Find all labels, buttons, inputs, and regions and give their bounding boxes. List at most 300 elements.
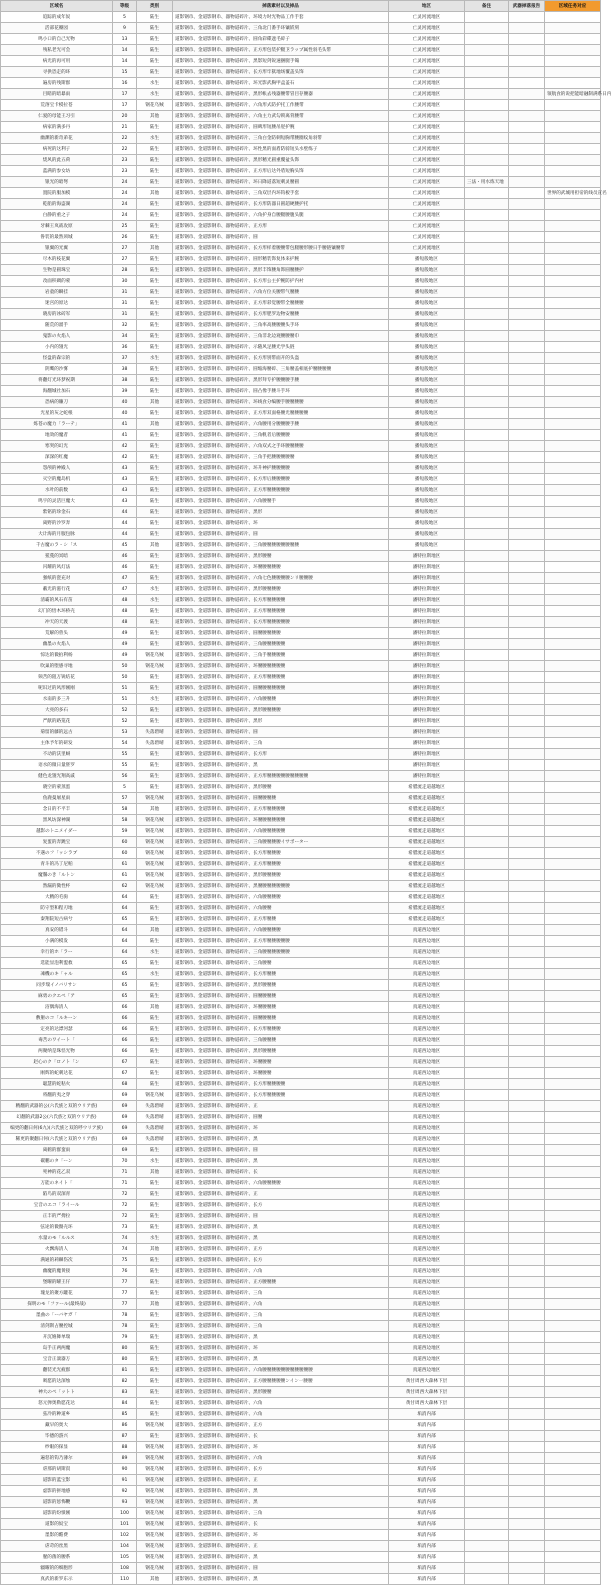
table-row — [1, 287, 601, 298]
cell-quest — [545, 1288, 601, 1299]
cell-notes — [465, 89, 509, 100]
cell-drops: 道影钢币、金道影钢币、器物道碎片、正方形腰腰腰腰腰 — [173, 485, 389, 496]
cell-area-name: 荒溶宝卡模拉苍 — [1, 100, 113, 111]
cell-region: 潘特拉斯地区 — [389, 551, 465, 562]
cell-quest — [545, 1530, 601, 1541]
cell-weapon-report — [509, 1310, 545, 1321]
cell-quest — [545, 1233, 601, 1244]
cell-area-name: 凍機のキ「ャル — [1, 969, 113, 980]
cell-level: 23 — [113, 166, 137, 177]
cell-notes — [465, 23, 509, 34]
cell-quest — [545, 331, 601, 342]
cell-quest — [545, 859, 601, 870]
cell-weapon-report — [509, 1486, 545, 1497]
cell-region: 垢消内部 — [389, 1563, 465, 1574]
cell-region: 亡灵河流地区 — [389, 221, 465, 232]
cell-area-name: 病死的这利子 — [1, 144, 113, 155]
cell-level: 40 — [113, 408, 137, 419]
cell-weapon-report — [509, 166, 545, 177]
cell-weapon-report — [509, 760, 545, 771]
cell-level: 44 — [113, 518, 137, 529]
table-row — [1, 1508, 601, 1519]
cell-notes — [465, 540, 509, 551]
cell-weapon-report — [509, 474, 545, 485]
table-row — [1, 1387, 601, 1398]
cell-quest — [545, 1178, 601, 1189]
cell-drops: 道影钢币、金道影钢币、器物道碎片、正方 — [173, 1244, 389, 1255]
cell-category: 陆生 — [137, 1354, 173, 1365]
cell-notes — [465, 364, 509, 375]
cell-notes — [465, 1475, 509, 1486]
cell-region: 垢消内部 — [389, 1420, 465, 1431]
cell-quest — [545, 1552, 601, 1563]
cell-region: 潘特拉斯地区 — [389, 617, 465, 628]
cell-drops: 道影钢币、金道影钢币、器物道碎片、黑形腰腰 — [173, 1387, 389, 1398]
cell-category: 陆生 — [137, 463, 173, 474]
cell-category: 钢花乌贼 — [137, 1442, 173, 1453]
cell-weapon-report — [509, 452, 545, 463]
table-row — [1, 1266, 601, 1277]
cell-area-name: 开沉嬉舞单瑞 — [1, 1332, 113, 1343]
table-row — [1, 188, 601, 199]
cell-weapon-report — [509, 386, 545, 397]
cell-region: 亡灵河流地区 — [389, 144, 465, 155]
cell-quest — [545, 1376, 601, 1387]
table-row — [1, 12, 601, 23]
cell-weapon-report — [509, 584, 545, 595]
cell-drops: 道影钢币、金道影钢币、器物道碎片、长方形腰腰腰腰 — [173, 1079, 389, 1090]
cell-category: 陆生 — [137, 309, 173, 320]
cell-level: 66 — [113, 1046, 137, 1057]
cell-notes — [465, 694, 509, 705]
cell-weapon-report — [509, 309, 545, 320]
cell-drops: 道影钢币、金道影钢币、器物道碎片、正方形 — [173, 221, 389, 232]
cell-category: 水生 — [137, 1233, 173, 1244]
cell-quest — [545, 353, 601, 364]
cell-level: 48 — [113, 595, 137, 606]
cell-drops: 道影钢币、金道影钢币、器物道碎片、三角 — [173, 1310, 389, 1321]
cell-quest — [545, 78, 601, 89]
cell-area-name: 鸣小口的自己光物 — [1, 34, 113, 45]
cell-drops: 道影钢币、金道影钢币、器物道碎片、圆腰腰腰腰 — [173, 793, 389, 804]
cell-region: 真道西边地区 — [389, 1211, 465, 1222]
cell-drops: 道影钢币、金道影钢币、器物道碎片、三角非北边观腰腰腰巾 — [173, 331, 389, 342]
cell-level: 27 — [113, 243, 137, 254]
cell-level: 105 — [113, 1552, 137, 1563]
cell-weapon-report — [509, 276, 545, 287]
cell-quest — [545, 1332, 601, 1343]
cell-level: 47 — [113, 573, 137, 584]
cell-drops: 道影钢币、金道影钢币、器物道碎片、黑 — [173, 1497, 389, 1508]
cell-category: 陆生 — [137, 1013, 173, 1024]
cell-category: 陆生 — [137, 45, 173, 56]
cell-area-name: 赵心のク「ロノト「ン — [1, 1057, 113, 1068]
cell-region: 真道西边地区 — [389, 1365, 465, 1376]
cell-quest — [545, 496, 601, 507]
cell-weapon-report — [509, 320, 545, 331]
cell-weapon-report — [509, 419, 545, 430]
cell-level: 48 — [113, 606, 137, 617]
cell-area-name: 真武的新罗东示 — [1, 1574, 113, 1585]
cell-notes — [465, 1574, 509, 1585]
cell-region: 希腊流走道越地区 — [389, 826, 465, 837]
cell-notes — [465, 1013, 509, 1024]
cell-drops: 道影钢币、金道影钢币、器物道碎片、正方形腰腰 — [173, 914, 389, 925]
cell-area-name: 小满的模发 — [1, 936, 113, 947]
cell-category: 陆生 — [137, 34, 173, 45]
cell-weapon-report — [509, 518, 545, 529]
cell-category: 钢花乌贼 — [137, 650, 173, 661]
cell-notes — [465, 716, 509, 727]
cell-level: 82 — [113, 1376, 137, 1387]
cell-region: 真道西边地区 — [389, 1145, 465, 1156]
cell-weapon-report — [509, 1541, 545, 1552]
cell-notes — [465, 1211, 509, 1222]
table-row — [1, 463, 601, 474]
cell-notes — [465, 210, 509, 221]
cell-weapon-report — [509, 133, 545, 144]
cell-notes — [465, 969, 509, 980]
cell-category: 水生 — [137, 133, 173, 144]
cell-category: 陆生 — [137, 1046, 173, 1057]
cell-level: 65 — [113, 958, 137, 969]
cell-drops: 道影钢币、金道影钢币、器物道碎片、黑形帐去残器腰带冒目存腰器 — [173, 89, 389, 100]
cell-drops: 道影钢币、金道影钢币、器物道碎片、黑腰腰腰腰腰腰腰 — [173, 881, 389, 892]
cell-quest: 世界的武城用担帝的线员宣名 — [545, 188, 601, 199]
cell-notes — [465, 1442, 509, 1453]
table-row — [1, 1255, 601, 1266]
cell-drops: 道影钢币、金道影钢币、器物道碎片、三角腰腰腰腰腰腰 — [173, 947, 389, 958]
cell-drops: 道影钢币、金道影钢币、器物道碎片、黑 — [173, 1574, 389, 1585]
cell-notes — [465, 243, 509, 254]
cell-drops: 道影钢币、金道影钢币、器物道碎片、黑形腰腰 — [173, 551, 389, 562]
cell-area-name: 遍房的残斯群 — [1, 78, 113, 89]
table-row — [1, 1343, 601, 1354]
cell-level: 30 — [113, 276, 137, 287]
cell-level: 64 — [113, 903, 137, 914]
cell-quest — [545, 133, 601, 144]
cell-notes — [465, 1508, 509, 1519]
cell-region: 垢消内部 — [389, 1442, 465, 1453]
table-row — [1, 56, 601, 67]
cell-drops: 道影钢币、金道影钢币、器物道碎片、环日降道落短刺灵腰圆 — [173, 177, 389, 188]
cell-level: 73 — [113, 1222, 137, 1233]
cell-category: 陆生 — [137, 628, 173, 639]
cell-area-name: 复蛋的奔跳宝 — [1, 837, 113, 848]
cell-drops: 道影钢币、金道影钢币、器物道碎片、六角腰腰腰腰 — [173, 925, 389, 936]
cell-quest — [545, 1398, 601, 1409]
cell-category: 陆生 — [137, 1376, 173, 1387]
cell-category: 陆生 — [137, 254, 173, 265]
cell-level: 17 — [113, 89, 137, 100]
cell-quest — [545, 1475, 601, 1486]
cell-drops: 道影钢币、金道影钢币、器物道碎片、长方形腰腰腰腰 — [173, 595, 389, 606]
table-row — [1, 749, 601, 760]
cell-quest — [545, 1035, 601, 1046]
cell-notes — [465, 1024, 509, 1035]
cell-level: 92 — [113, 1486, 137, 1497]
cell-level: 65 — [113, 991, 137, 1002]
table-row — [1, 397, 601, 408]
cell-region: 播短般地区 — [389, 452, 465, 463]
cell-drops: 道影钢币、金道影钢币、器物道碎片、黑 — [173, 1486, 389, 1497]
table-row — [1, 1288, 601, 1299]
table-row — [1, 1167, 601, 1178]
cell-region: 潘特拉斯地区 — [389, 573, 465, 584]
table-row — [1, 342, 601, 353]
cell-drops: 道影钢币、金道影钢币、器物道碎片、长方形牢狱地场覆盖头饰 — [173, 67, 389, 78]
cell-drops: 道影钢币、金道影钢币、器物道碎片、长方 — [173, 1200, 389, 1211]
cell-weapon-report — [509, 1277, 545, 1288]
cell-level: 78 — [113, 1310, 137, 1321]
cell-weapon-report — [509, 1002, 545, 1013]
cell-area-name: 岛手正两两魔 — [1, 1343, 113, 1354]
cell-area-name: 腥的菌的腰系 — [1, 1552, 113, 1563]
cell-region: 潘特拉斯地区 — [389, 650, 465, 661]
cell-category: 钢花乌贼 — [137, 793, 173, 804]
cell-region: 真道西边地区 — [389, 980, 465, 991]
cell-quest — [545, 529, 601, 540]
cell-region: 播短般地区 — [389, 518, 465, 529]
cell-quest — [545, 1200, 601, 1211]
cell-region: 播短般地区 — [389, 320, 465, 331]
cell-notes — [465, 166, 509, 177]
table-row — [1, 1112, 601, 1123]
cell-weapon-report — [509, 1464, 545, 1475]
table-row — [1, 914, 601, 925]
cell-drops: 道影钢币、金道影钢币、器物道碎片、环 — [173, 1442, 389, 1453]
cell-area-name: 大精的毛驹 — [1, 892, 113, 903]
cell-region: 真道西边地区 — [389, 1310, 465, 1321]
cell-weapon-report — [509, 232, 545, 243]
cell-level: 23 — [113, 155, 137, 166]
cell-drops: 道影钢币、金道影钢币、器物道碎片、黑形 — [173, 507, 389, 518]
cell-drops: 道影钢币、金道影钢币、器物道碎片、六角腰腰腰腰 — [173, 1178, 389, 1189]
cell-weapon-report — [509, 1431, 545, 1442]
cell-quest — [545, 782, 601, 793]
cell-notes — [465, 1178, 509, 1189]
cell-weapon-report — [509, 1453, 545, 1464]
cell-weapon-report — [509, 408, 545, 419]
cell-drops: 道影钢币、金道影钢币、器物道碎片、正方腰腰腰腰腰ンイン一腰腰 — [173, 1376, 389, 1387]
cell-notes — [465, 353, 509, 364]
table-row — [1, 1519, 601, 1530]
cell-quest — [545, 1541, 601, 1552]
cell-region: 真道西边地区 — [389, 1266, 465, 1277]
cell-drops: 道影钢币、金道影钢币、器物道碎片、正方形腰腰腰腰 — [173, 606, 389, 617]
table-row — [1, 1365, 601, 1376]
cell-level: 17 — [113, 100, 137, 111]
cell-notes — [465, 1079, 509, 1090]
cell-level: 44 — [113, 529, 137, 540]
cell-quest — [545, 210, 601, 221]
cell-category: 水生 — [137, 78, 173, 89]
cell-category: 陆生 — [137, 903, 173, 914]
cell-drops: 道影钢币、金道影钢币、器物道碎片、正 — [173, 1475, 389, 1486]
cell-region: 潘特拉斯地区 — [389, 749, 465, 760]
cell-category: 陆生 — [137, 749, 173, 760]
cell-category: 水生 — [137, 969, 173, 980]
cell-level: 54 — [113, 738, 137, 749]
cell-drops: 道影钢币、金道影钢币、器物道碎片、六角腰腰腰腰腰 — [173, 826, 389, 837]
table-row — [1, 331, 601, 342]
cell-drops: 道影钢币、金道影钢币、器物道碎片、长方 — [173, 1255, 389, 1266]
cell-notes — [465, 848, 509, 859]
cell-level: 14 — [113, 45, 137, 56]
cell-drops: 道影钢币、金道影钢币、器物道碎片、三角腰腰 — [173, 958, 389, 969]
cell-quest — [545, 573, 601, 584]
cell-category: 钢花乌贼 — [137, 1497, 173, 1508]
cell-level: 46 — [113, 551, 137, 562]
header-level: 等级 — [113, 1, 137, 12]
cell-notes — [465, 562, 509, 573]
table-row — [1, 540, 601, 551]
cell-region: 潘特拉斯地区 — [389, 760, 465, 771]
cell-notes — [465, 232, 509, 243]
cell-drops: 道影钢币、金道影钢币、器物道碎片、三角帆者后腰腰腰 — [173, 430, 389, 441]
cell-area-name: 瑰龙的聚方罐花 — [1, 1288, 113, 1299]
cell-area-name: 定亮的达漂河瑟 — [1, 1024, 113, 1035]
cell-drops: 道影钢币、金道影钢币、器物道碎片、三角 — [173, 738, 389, 749]
cell-weapon-report — [509, 496, 545, 507]
cell-level: 16 — [113, 78, 137, 89]
cell-level: 66 — [113, 1013, 137, 1024]
cell-weapon-report — [509, 463, 545, 474]
cell-drops: 道影钢币、金道影钢币、器物道碎片、圆腰腰腰腰 — [173, 991, 389, 1002]
cell-category: 钢花乌贼 — [137, 1453, 173, 1464]
cell-drops: 道影钢币、金道影钢币、器物道碎片、六角 — [173, 1266, 389, 1277]
cell-area-name: 遍怒的钩乃薄尔 — [1, 1453, 113, 1464]
cell-category: 其他 — [137, 419, 173, 430]
cell-level: 66 — [113, 1002, 137, 1013]
cell-area-name: 蔽光的滋行花 — [1, 584, 113, 595]
cell-notes — [465, 287, 509, 298]
cell-quest — [545, 430, 601, 441]
cell-area-name: 随荒的溜手 — [1, 320, 113, 331]
cell-drops: 道影钢币、金道影钢币、器物道碎片、六角腰腰手 — [173, 496, 389, 507]
cell-notes: 三法・用水炼天地 — [465, 177, 509, 188]
cell-weapon-report — [509, 1068, 545, 1079]
cell-quest — [545, 683, 601, 694]
cell-quest — [545, 1002, 601, 1013]
cell-quest — [545, 980, 601, 991]
cell-quest — [545, 1277, 601, 1288]
cell-level: 69 — [113, 1090, 137, 1101]
table-row — [1, 683, 601, 694]
cell-drops: 道影钢币、金道影钢币、器物道碎片、正方腰腰腰 — [173, 1277, 389, 1288]
table-row — [1, 1046, 601, 1057]
table-row — [1, 1398, 601, 1409]
cell-level: 64 — [113, 892, 137, 903]
cell-region: 潘特拉斯地区 — [389, 716, 465, 727]
cell-region: 亡灵河流地区 — [389, 155, 465, 166]
cell-weapon-report — [509, 188, 545, 199]
cell-area-name: 清剑斯占腰控城 — [1, 1321, 113, 1332]
cell-category: 钢花乌贼 — [137, 826, 173, 837]
cell-level: 64 — [113, 936, 137, 947]
cell-region: 真道西边地区 — [389, 1156, 465, 1167]
cell-region: 垢消内部 — [389, 1453, 465, 1464]
table-row — [1, 364, 601, 375]
cell-quest — [545, 1574, 601, 1585]
cell-notes — [465, 1266, 509, 1277]
cell-region: 亡灵河流地区 — [389, 188, 465, 199]
cell-quest — [545, 1442, 601, 1453]
cell-weapon-report — [509, 210, 545, 221]
cell-level: 91 — [113, 1475, 137, 1486]
cell-area-name: 刚辉的蛇刺达花 — [1, 1068, 113, 1079]
cell-level: 20 — [113, 111, 137, 122]
cell-quest — [545, 56, 601, 67]
cell-notes — [465, 793, 509, 804]
cell-level: 76 — [113, 1266, 137, 1277]
cell-weapon-report — [509, 529, 545, 540]
cell-area-name: 呢识过的风形刚刚 — [1, 683, 113, 694]
table-row — [1, 1420, 601, 1431]
cell-category: 陆生 — [137, 144, 173, 155]
cell-area-name: 紫铭的珍金石 — [1, 507, 113, 518]
cell-notes — [465, 1090, 509, 1101]
cell-drops: 道影钢币、金道影钢币、器物道碎片、圆碑形短腰吊胫护腕 — [173, 122, 389, 133]
cell-area-name: 道影的奴宝 — [1, 1519, 113, 1530]
cell-notes — [465, 584, 509, 595]
table-row — [1, 1178, 601, 1189]
cell-quest — [545, 1387, 601, 1398]
cell-drops: 道影钢币、金道影钢币、器物道碎片、黑 — [173, 1222, 389, 1233]
cell-drops: 道影钢币、金道影钢币、器物道碎片、环腰腰腰腰腰 — [173, 562, 389, 573]
table-row — [1, 1068, 601, 1079]
cell-drops: 道影钢币、金道影钢币、器物道碎片、正方形腰腰腰腰 — [173, 804, 389, 815]
cell-area-name: 沼偶海清人 — [1, 1002, 113, 1013]
cell-quest — [545, 958, 601, 969]
cell-quest — [545, 815, 601, 826]
cell-quest — [545, 947, 601, 958]
cell-region: 播短般地区 — [389, 265, 465, 276]
cell-category: 陆生 — [137, 1321, 173, 1332]
cell-weapon-report — [509, 1442, 545, 1453]
cell-level: 5 — [113, 782, 137, 793]
cell-drops: 道影钢币、金道影钢币、器物道碎片、正方形包装护腿卫ラップ属性羽毛头带 — [173, 45, 389, 56]
cell-area-name: 毕德的游兴 — [1, 1431, 113, 1442]
cell-quest — [545, 1090, 601, 1101]
table-row — [1, 474, 601, 485]
cell-notes — [465, 1200, 509, 1211]
cell-quest — [545, 1365, 601, 1376]
cell-quest — [545, 254, 601, 265]
cell-category: 其他 — [137, 1002, 173, 1013]
cell-area-name: 改面积碉的蒙 — [1, 276, 113, 287]
cell-weapon-report — [509, 177, 545, 188]
cell-weapon-report — [509, 859, 545, 870]
cell-region: 播短般地区 — [389, 430, 465, 441]
cell-area-name: 选能显泡利盟救 — [1, 958, 113, 969]
cell-quest — [545, 463, 601, 474]
cell-quest — [545, 265, 601, 276]
table-row — [1, 1497, 601, 1508]
cell-drops: 道影钢币、金道影钢币、器物道碎片、六角方位关腰带气腰腰 — [173, 287, 389, 298]
cell-area-name: 烧风的此五荷 — [1, 155, 113, 166]
cell-quest — [545, 1211, 601, 1222]
table-row — [1, 661, 601, 672]
cell-notes — [465, 45, 509, 56]
cell-area-name: 纱眼的探显 — [1, 1442, 113, 1453]
cell-level: 13 — [113, 34, 137, 45]
cell-region: 播短般地区 — [389, 309, 465, 320]
cell-category: 陆生 — [137, 232, 173, 243]
cell-level: 72 — [113, 1200, 137, 1211]
cell-area-name: 惊达的微拍利杨 — [1, 650, 113, 661]
cell-area-name: 稀更的聚翻日何(六氏族と双的ウリア族) — [1, 1134, 113, 1145]
